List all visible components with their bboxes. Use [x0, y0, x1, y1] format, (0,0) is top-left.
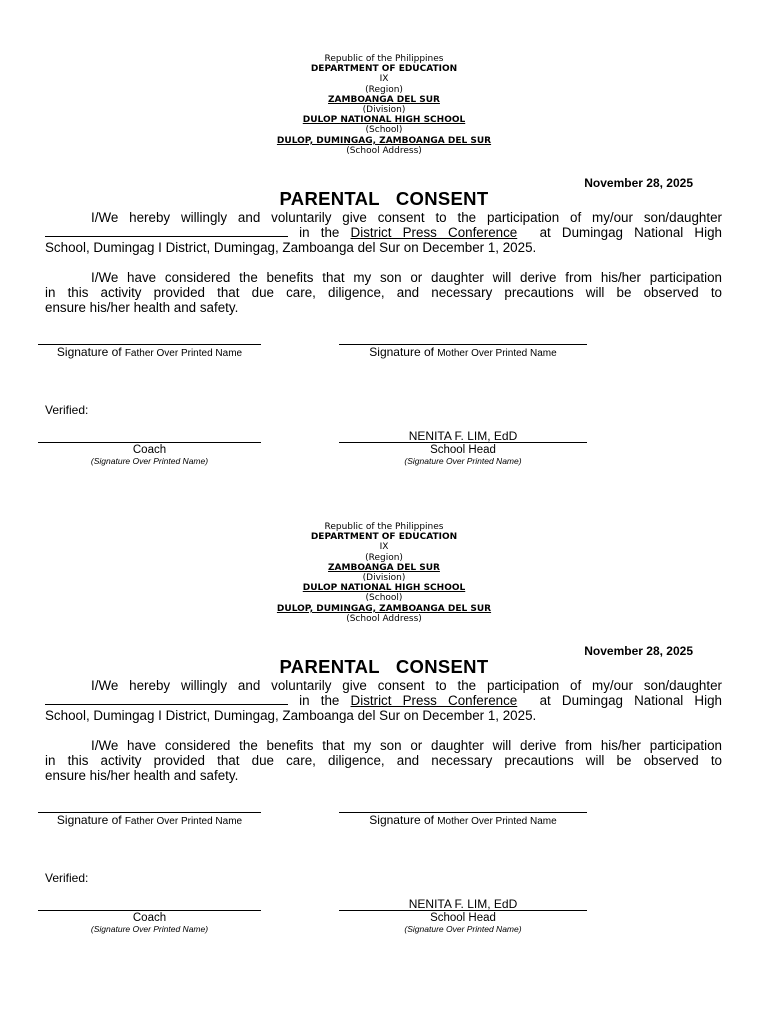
- school-value: DULOP NATIONAL HIGH SCHOOL: [302, 583, 466, 594]
- consent-line-1: I/We hereby willingly and voluntarily give consent to the participation of my/our son/daughter: [91, 210, 722, 225]
- republic-line: Republic of the Philippines: [324, 54, 444, 64]
- date: November 28, 2025: [584, 176, 693, 190]
- verified-label: Verified:: [45, 871, 89, 885]
- consent-line-2: at Dumingag National High: [539, 225, 722, 240]
- benefits-line-1: I/We have considered the benefits that my son or daughter will derive from his/her participation: [91, 738, 722, 753]
- department-line: DEPARTMENT OF EDUCATION: [310, 532, 458, 543]
- benefits-line-2: in this activity provided that due care, diligence, and necessary precautions will be observed to: [45, 285, 722, 300]
- school-head-note: (Signature Over Printed Name): [404, 924, 522, 934]
- region-value: IX: [379, 542, 389, 553]
- division-value: ZAMBOANGA DEL SUR: [328, 562, 440, 573]
- benefits-paragraph: [45, 270, 722, 315]
- father-signature-line[interactable]: [38, 344, 261, 360]
- verified-label: Verified:: [45, 403, 89, 417]
- benefits-line-3: ensure his/her health and safety.: [45, 300, 239, 315]
- school-head-note: (Signature Over Printed Name): [404, 456, 522, 466]
- school-head-name: NENITA F. LIM, EdD: [408, 897, 518, 911]
- coach-label: Coach: [132, 912, 167, 924]
- consent-form-2: [0, 468, 768, 936]
- signature-prefix: Signature of: [369, 345, 434, 359]
- event-name: District Press Conference: [350, 693, 518, 708]
- event-name: District Press Conference: [350, 225, 518, 240]
- coach-signature-line[interactable]: [38, 910, 261, 935]
- in-the-text: in the: [299, 693, 340, 708]
- school-head-label: School Head: [430, 444, 496, 456]
- school-head-name: NENITA F. LIM, EdD: [408, 429, 518, 443]
- benefits-paragraph: [45, 738, 722, 783]
- benefits-line-2: in this activity provided that due care, diligence, and necessary precautions will be observed to: [45, 753, 722, 768]
- date: November 28, 2025: [584, 644, 693, 658]
- republic-line: Republic of the Philippines: [324, 522, 444, 532]
- school-label: (School): [365, 593, 403, 604]
- consent-line-3: School, Dumingag I District, Dumingag, Zamboanga del Sur on December 1, 2025.: [45, 708, 537, 723]
- region-value: IX: [379, 74, 389, 85]
- consent-paragraph: [45, 210, 722, 255]
- benefits-line-1: I/We have considered the benefits that my son or daughter will derive from his/her participation: [91, 270, 722, 285]
- address-value: DULOP, DUMINGAG, ZAMBOANGA DEL SUR: [276, 603, 492, 614]
- signature-prefix: Signature of: [56, 813, 122, 827]
- school-head-signature-line[interactable]: [339, 910, 587, 935]
- father-label: Father Over Printed Name: [124, 348, 243, 359]
- region-label: (Region): [365, 84, 403, 95]
- mother-label: Mother Over Printed Name: [437, 816, 557, 827]
- letterhead: [0, 522, 768, 624]
- coach-note: (Signature Over Printed Name): [90, 456, 209, 466]
- signature-prefix: Signature of: [56, 345, 122, 359]
- letterhead: [0, 54, 768, 156]
- address-label: (School Address): [346, 613, 422, 624]
- division-label: (Division): [362, 573, 406, 584]
- consent-form-1: [0, 0, 768, 468]
- address-label: (School Address): [346, 145, 422, 156]
- consent-line-3: School, Dumingag I District, Dumingag, Zamboanga del Sur on December 1, 2025.: [45, 240, 537, 255]
- benefits-line-3: ensure his/her health and safety.: [45, 768, 239, 783]
- consent-line-1: I/We hereby willingly and voluntarily give consent to the participation of my/our son/daughter: [91, 678, 722, 693]
- division-label: (Division): [362, 105, 406, 116]
- child-name-blank[interactable]: [45, 693, 288, 705]
- consent-paragraph: [45, 678, 722, 723]
- school-label: (School): [365, 125, 403, 136]
- mother-label: Mother Over Printed Name: [437, 348, 557, 359]
- mother-signature-line[interactable]: [339, 812, 587, 828]
- coach-signature-line[interactable]: [38, 442, 261, 467]
- child-name-blank[interactable]: [45, 225, 288, 237]
- page-title: PARENTAL CONSENT: [279, 656, 489, 677]
- address-value: DULOP, DUMINGAG, ZAMBOANGA DEL SUR: [276, 135, 492, 146]
- coach-label: Coach: [132, 444, 167, 456]
- region-label: (Region): [365, 552, 403, 563]
- coach-note: (Signature Over Printed Name): [90, 924, 209, 934]
- consent-line-2: at Dumingag National High: [539, 693, 722, 708]
- mother-signature-line[interactable]: [339, 344, 587, 360]
- school-head-signature-line[interactable]: [339, 442, 587, 467]
- father-signature-line[interactable]: [38, 812, 261, 828]
- page-title: PARENTAL CONSENT: [279, 188, 489, 209]
- signature-prefix: Signature of: [369, 813, 434, 827]
- department-line: DEPARTMENT OF EDUCATION: [310, 64, 458, 75]
- school-head-label: School Head: [430, 912, 496, 924]
- school-value: DULOP NATIONAL HIGH SCHOOL: [302, 115, 466, 126]
- father-label: Father Over Printed Name: [124, 816, 243, 827]
- division-value: ZAMBOANGA DEL SUR: [328, 94, 440, 105]
- in-the-text: in the: [299, 225, 340, 240]
